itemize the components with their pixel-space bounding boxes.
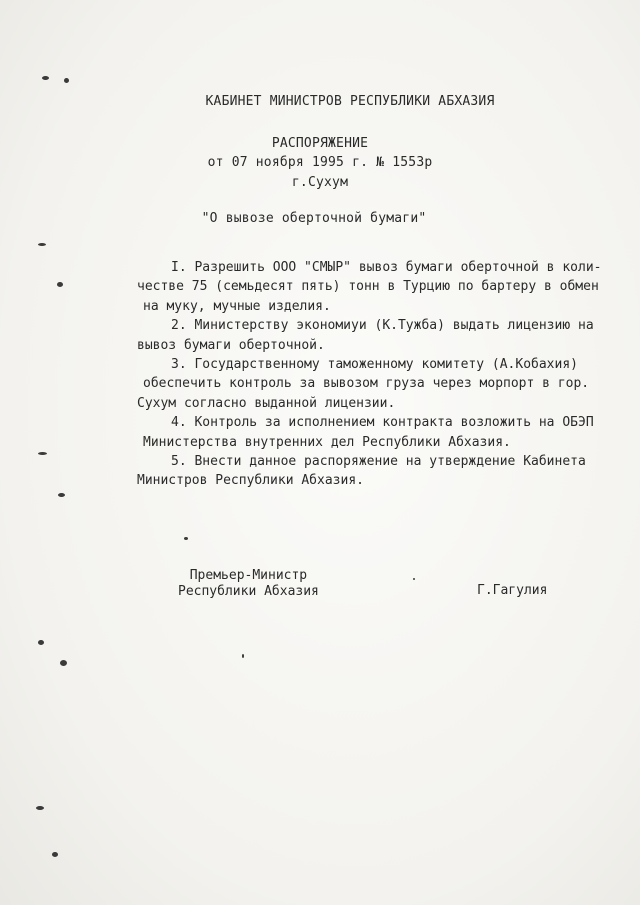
document-city: г.Сухум (291, 175, 349, 190)
paragraph-2-line: вывоз бумаги оберточной. (137, 337, 325, 353)
scan-speck (38, 640, 44, 645)
scan-speck (38, 452, 47, 455)
institution-header: КАБИНЕТ МИНИСТРОВ РЕСПУБЛИКИ АБХАЗИЯ (205, 94, 495, 109)
signatory-title-line: Премьер-Министр (189, 568, 308, 583)
paragraph-4-line: 4. Контроль за исполнением контракта возложить на ОБЭП (171, 415, 594, 431)
paragraph-1-line: на муку, мучные изделия. (143, 298, 331, 314)
paragraph-3-line: обеспечить контроль за вывозом груза через морпорт в гор. (143, 376, 590, 392)
paragraph-3-line: Сухум согласно выданной лицензии. (137, 395, 396, 411)
scan-speck (52, 852, 58, 857)
scan-speck (38, 243, 46, 246)
document-date-number: от 07 ноября 1995 г. № 1553р (207, 155, 433, 170)
paragraph-1-line: I. Разрешить ООО "СМЫР" вывоз бумаги оберточной в коли- (171, 260, 602, 275)
scan-speck (36, 806, 44, 810)
paragraph-4-line: Министерства внутренних дел Республики Абхазия. (143, 434, 511, 450)
paragraph-5-line: Министров Республики Абхазия. (137, 473, 364, 489)
signatory-title (178, 568, 319, 600)
scan-speck (57, 282, 63, 287)
signatory-title-line: Республики Абхазия (178, 584, 319, 599)
scan-speck (58, 493, 65, 497)
scan-speck (413, 578, 415, 580)
paragraph-3-line: 3. Государственному таможенному комитету (А.Кобахия) (171, 357, 578, 373)
paragraph-1-line: честве 75 (семьдесят пять) тонн в Турцию по бартеру в обмен (137, 279, 599, 295)
scan-speck (60, 660, 67, 666)
document-subject: "О вывозе оберточной бумаги" (201, 211, 427, 226)
order-body (135, 258, 605, 491)
signatory-name: Г.Гагулия (477, 583, 548, 598)
scan-speck (64, 78, 69, 83)
paragraph-2-line: 2. Министерству экономиуи (К.Тужба) выдать лицензию на (171, 318, 594, 334)
scan-speck (184, 537, 188, 540)
scan-speck (242, 654, 244, 658)
document-type: РАСПОРЯЖЕНИЕ (271, 136, 369, 151)
scan-speck (42, 76, 49, 80)
paragraph-5-line: 5. Внести данное распоряжение на утверждение Кабинета (171, 454, 586, 470)
